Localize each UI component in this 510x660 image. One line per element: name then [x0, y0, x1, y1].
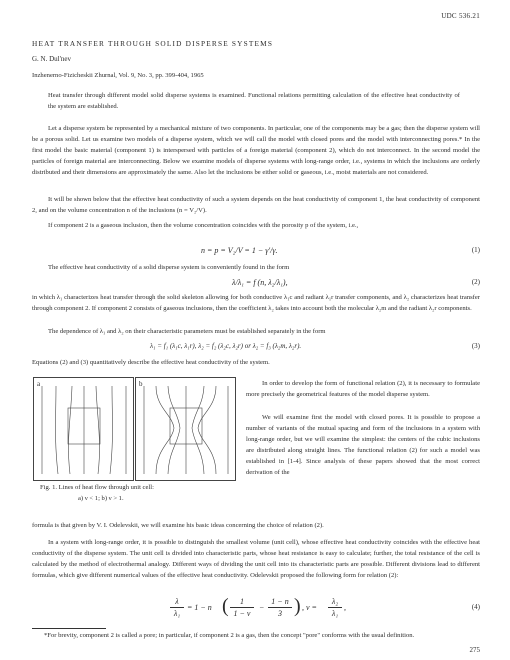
side-text-2: We will examine first the model with closed pores. It is possible to propose a number of variants of the mutual spacing and form of the inclusions in a system with long-range order, but we will examine the simplest: the centers of the cubic inclusions are distributed along straight lines. The functional relation (2) for such a model was established in [1-4]. Since analysis of these papers showed that the most correct derivation of the	[246, 414, 480, 476]
equation-1: n = p = V₂/V = 1 − γ'/γ.	[201, 246, 278, 255]
paragraph-7: Equations (2) and (3) quantitatively describe the effective heat conductivity of the system.	[32, 359, 270, 366]
article-title: HEAT TRANSFER THROUGH SOLID DISPERSE SYSTEMS	[32, 39, 274, 48]
side-text-1: In order to develop the form of functional relation (2), it is necessary to formulate more precisely the geometrical features of the model disperse system.	[246, 380, 480, 398]
figure-caption-line-1: Fig. 1. Lines of heat flow through unit cell:	[40, 484, 154, 491]
figure-label-b: b	[139, 380, 143, 388]
paragraph-6: The dependence of λ₁ and λ₂ on their characteristic parameters must be established separately in the form	[48, 328, 326, 335]
paragraph-9: In a system with long-range order, it is possible to distinguish the smallest volume (unit cell), whose effective heat conductivity coincides with the effective heat conductivity of the disperse system. The unit cell is divided into characteristic parts, whose heat resistance is easy to calculate; further, the total resistance of the cell is calculated by the method of electrothermal analogy. Different ways of dividing the unit cell into its characteristic parts are possible. Different divisions lead to different formulas, which give different numerical values of the effective heat conductivity. Odelevskii proposed the following form for relation (2):	[32, 539, 480, 579]
eq4-frac2-num: 1 − n	[271, 597, 289, 606]
eq4-nu-def: , ν =	[302, 603, 317, 612]
citation: Inzhenerno-Fizicheskii Zhurnal, Vol. 9, No. 3, pp. 399-404, 1965	[32, 72, 204, 79]
paragraph-8-continued: formula is that given by V. I. Odelevskii, we will examine his basic ideas concerning the choice of relation (2).	[32, 522, 324, 529]
eq4-frac1-den: 1 − ν	[233, 609, 251, 618]
paragraph-1: Let a disperse system be represented by a mechanical mixture of two components. In particular, one of the components may be a gas; then the disperse system will be a porous solid. Let us examine two models of a disperse system, which we will call the model with closed pores and the model with interconnecting pores.* In the first model the basic material (component 1) is interspersed with particles of a foreign material (component 2), which do not interconnect. In the second model the particles of foreign material are interconnecting. Below we examine models of disperse systems with long-range order, i.e., systems in which the inclusions are orderly distributed and their dimensions are approximately the same. Also let the inclusions be either solid or gaseous, i.e., moist materials are not considered.	[32, 125, 480, 176]
equation-4-number: (4)	[471, 603, 480, 611]
equation-3: λ₁ = f₁ (λ₁c, λ₁r), λ₂ = f₂ (λ₂c, λ₂r) or λ₂ = f₃ (λ₂m, λ₂r).	[150, 342, 302, 350]
eq4-frac2-den: 3	[278, 609, 282, 618]
equation-3-number: (3)	[471, 342, 480, 350]
footnote-rule	[32, 628, 106, 629]
paragraph-3: If component 2 is a gaseous inclusion, then the volume concentration coincides with the porosity p of the system, i.e.,	[48, 222, 359, 229]
udc-code: UDC 536.21	[441, 12, 480, 20]
paragraph-2: It will be shown below that the effective heat conductivity of such a system depends on the heat conductivity of component 1, the heat conductivity of component 2, and on the volume concentration n of the inclusions (n = V₂/V).	[32, 196, 480, 214]
eq4-comma: ,	[344, 603, 346, 612]
eq4-lambda2: λ₂	[331, 597, 339, 606]
equation-1-number: (1)	[471, 246, 480, 254]
eq4-frac1-num: 1	[240, 597, 244, 606]
figure-label-a: a	[37, 380, 41, 388]
figure-panel-b	[135, 377, 236, 481]
author: G. N. Dul'nev	[32, 55, 71, 63]
figure-panel-a	[33, 377, 134, 481]
heat-flow-diagram-a	[34, 378, 133, 480]
paragraph-4: The effective heat conductivity of a solid disperse system is conveniently found in the form	[48, 264, 290, 271]
eq4-lambda1: λ₁	[173, 609, 181, 618]
eq4-minus: −	[259, 603, 265, 612]
abstract: Heat transfer through different model solid disperse systems is examined. Functional relations permitting calculation of the effective heat conductivity of the system are established.	[48, 92, 460, 110]
eq4-lhs: = 1 − n	[187, 603, 212, 612]
page-number: 275	[469, 646, 480, 654]
heat-flow-diagram-b	[136, 378, 235, 480]
equation-2: λ/λ₁ = f (n, λ₂/λ₁),	[232, 278, 288, 287]
equation-2-number: (2)	[471, 278, 480, 286]
eq4-lambda1-den: λ₁	[331, 609, 339, 618]
footnote: *For brevity, component 2 is called a pore; in particular, if component 2 is a gas, then the concept "pore" conforms with the usual definition.	[44, 632, 415, 639]
eq4-lambda: λ	[175, 597, 179, 606]
paragraph-5: in which λ₁ characterizes heat transfer through the solid skeleton allowing for both conductive λ₁c and radiant λ₁r transfer components, and λ₂ characterizes heat transfer through component 2. If component 2 consists of gaseous inclusions, then the coefficient λ₂ takes into account both the molecular λ₂m and the radiant λ₂r components.	[32, 294, 480, 312]
figure-caption-line-2: a) ν < 1; b) ν > 1.	[78, 495, 124, 502]
